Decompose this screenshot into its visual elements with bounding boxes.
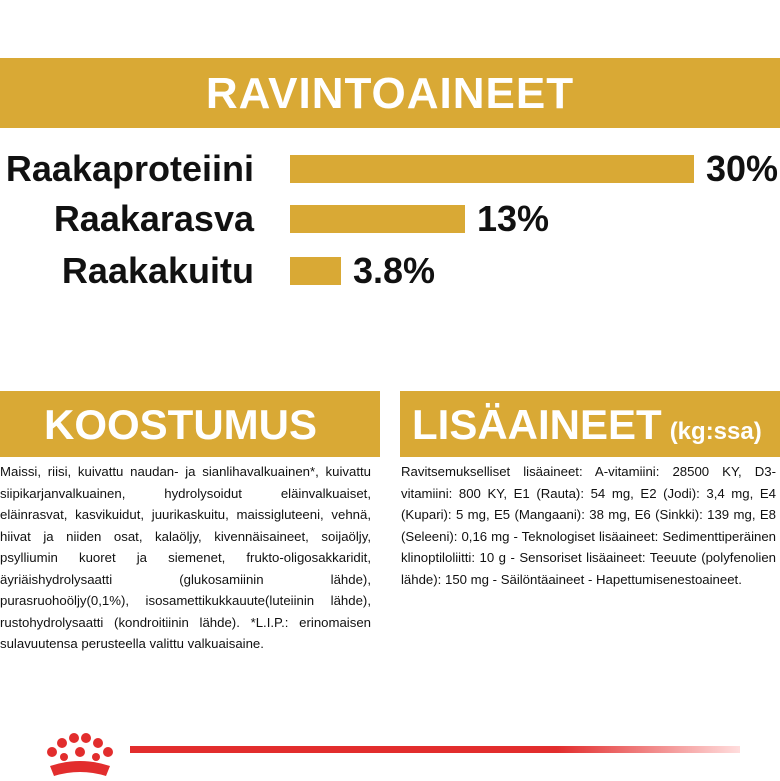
nutrient-value: 30% <box>706 148 779 189</box>
nutrient-bar <box>290 257 341 285</box>
nutrient-bar <box>290 155 694 183</box>
nutrient-label: Raakaproteiini <box>5 148 254 189</box>
nutrient-bar <box>290 205 465 233</box>
nutrient-label: Raakarasva <box>53 198 254 239</box>
additives-header <box>400 391 780 457</box>
additives-unit: (kg:ssa) <box>669 418 762 445</box>
nutrient-value: 13% <box>477 198 550 239</box>
nutrient-row <box>0 194 780 244</box>
composition-text: Maissi, riisi, kuivattu naudan- ja sianlihavalkuainen*, kuivattu siipikarjanvalkuainen, hydrolysoidut eläinvalkuaiset, eläinrasvat, kasvikuidut, juurikaskuitu, maissigluteeni, vehnä, hiivat ja niiden osat, kalaöljy, kivennäisaineet, soijaöljy, psylliumin kuoret ja siemenet, frukto-oligosakkaridit, äyriäishydrolysaatti (glukosamiinin lähde), purasruohoöljy(0,1%), isosamettikukkauute(luteiinin lähde), rustohydrolysaatti (kondroitiinin lähde). *L.I.P.: erinomaisen sulavuutensa perusteella valittu valkuaisaine. <box>0 464 371 651</box>
additives-text: Ravitsemukselliset lisäaineet: A-vitamiini: 28500 KY, D3-vitamiini: 800 KY, E1 (Rauta): 54 mg, E2 (Jodi): 3,4 mg, E4 (Kupari): 5 mg, E5 (Mangaani): 38 mg, E6 (Sinkki): 139 mg, E8 (Seleeni): 0,16 mg - Teknologiset lisäaineet: Sedimenttiperäinen klinoptiloliitti: 10 g - Sensoriset lisäaineet: Teeuute (polyfenolien lähde): 150 mg - Säilöntäaineet - Hapettumisenestoaineet. <box>401 464 776 587</box>
footer-divider <box>130 746 740 753</box>
nutrient-row <box>0 144 780 194</box>
crown-icon <box>40 728 120 781</box>
nutrient-value: 3.8% <box>353 250 436 291</box>
nutrients-header: RAVINTOAINEET <box>0 58 780 128</box>
composition-header: KOOSTUMUS <box>0 391 380 457</box>
additives-title: LISÄAINEET <box>412 401 662 448</box>
nutrient-label: Raakakuitu <box>61 250 254 291</box>
nutrient-row <box>0 246 780 296</box>
